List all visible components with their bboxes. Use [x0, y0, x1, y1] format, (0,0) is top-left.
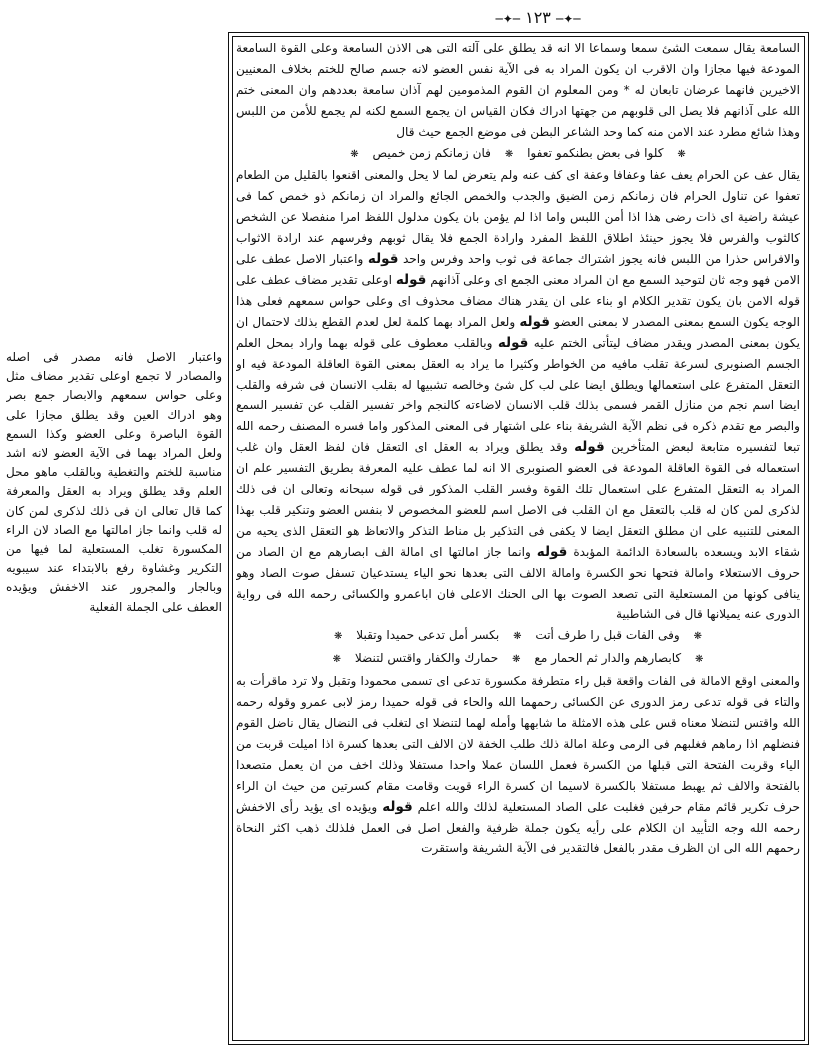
qawluhu-keyword: قوله — [497, 334, 529, 351]
main-text-run: عطف على قوله الامن بان يكون تقدير الكلام او بناء على ان يقدر هناك مضاف محذوف اى وعلى حواس سمعهم فعلى هذا الوجه يكون السمع بمعنى المصدر لا بمعنى العضو — [236, 272, 800, 329]
poetry-verse — [236, 625, 800, 648]
star-ornament: ❋ — [513, 631, 522, 643]
lemma-text: ويؤيده — [345, 799, 378, 814]
verse-hemistich: كلوا فى بعض بطنكمو تعفوا — [527, 145, 664, 160]
main-paragraph — [236, 165, 800, 625]
star-ornament: ❋ — [677, 148, 686, 160]
lemma-text: وانما جاز امالتها — [448, 544, 531, 559]
lemma-text: وقد يطلق ويراد به العقل — [433, 440, 568, 455]
lemma-text: ولعل المراد بهما — [433, 314, 516, 329]
main-text-run: اى امالة الف ابصارهم مع ان الصاد من حروف الاستعلاء وامالة فتحها نحو الكسرة وامالة الالف التى بعدها نحو الياء يستدعيان تسفل صوت الصاد وهو ينافى كونها من المستعلية التى تصعد الصوت بها الى الحنك الاعلى فان اباعمرو والكسائى رحمه الله فى رواية الدورى عنه يميلانها قال فى الشاطبية — [236, 544, 800, 622]
star-ornament: ❋ — [504, 148, 514, 160]
qawluhu-keyword: قوله — [367, 251, 399, 268]
star-ornament: ❋ — [693, 631, 702, 643]
main-text-run: اى التعقل فان لفظ العقل وان غلب استعماله فى القوة العاقلة المودعة فى العضو الصنوبرى الا انه لما عطف عليه المعرفة بطريق التفسير علم ان المراد به التعقل المتفرع على استعمال تلك القوة وفسر القلب المذكور فى قوله سبحانه وتعالى ان فى ذلك لذكرى لمن كان له قلب بالتعقل مع ان القلب فى الاصل اسم للعضو المخصوص لا بنفس العضو وتنكير قلب بهذا المعنى للتنبيه على ان مطلق التعقل ايضا لا يكفى فى التذكير بل مناط التذكر والاتعاظ هو التعقل الذى يحيه من شقاء الابد ويسعده بالسعادة الدائمة المؤبدة — [236, 440, 800, 559]
qawluhu-keyword: قوله — [519, 313, 550, 330]
star-ornament: ❋ — [332, 654, 341, 666]
star-ornament: ❋ — [350, 148, 359, 160]
verse-hemistich: حمارك والكفار واقتس لتنضلا — [354, 651, 499, 666]
page-number-header — [488, 8, 588, 27]
qawluhu-keyword: قوله — [574, 439, 605, 456]
star-ornament: ❋ — [695, 654, 704, 666]
main-text-run: معطوف على قوله بهما واراد بمحل العلم الجسم الصنوبرى لسرعة تقلب مافيه من الخواطر وكثيرا ما يراد به العقل بمعنى القوة العاقلة المودعة فيه او التعقل المتفرع على استعمالها ويطلق ايضا على لب كل شئ وخالصه تشبيها له بقلب الانسان فى شرفه والقلب ايضا اسم نجم من منازل القمر فسمى بذلك قلب الانسان لاضاءته كالنجم واخر تفسير القلب عن تفسير السمع والبصر مع تقدم ذكره فى نظم الآية الشريفة بناء على اشتهار فى المعنى المذكور واما فسره المصنف رحمه الله تبعا لتفسيره متابعة لبعض المتأخرين — [236, 335, 800, 455]
main-text-run: يقال عف عن الحرام يعف عفا وعفافا وعفة اى كف عنه ولم يتعرض لما لا يحل والمعنى اقنعوا بالقليل من الطعام تعفوا عن تناول الحرام فان زمانكم زمن الضيق والجدب والخمص الجائع والمراد ان زمانكم ذو خمص كما فى عيشة راضية اى ذات رضى هذا اذا أمن اللبس واما اذا لم يؤمن بان يكون مدلول اللفظ امرا منفصلا عن الشخص كالثوب والفرس فلا يجوز حينئذ اطلاق اللفظ المفرد وارادة الجمع فلا يقال ثوبهم وفرسهم عند ارادة الاثواب والافراس حذرا من اللبس فانه يجوز اشتراك جماعة فى ثوب واحد وفرس واحد — [236, 168, 800, 267]
verse-hemistich: فان زمانكم زمن خميص — [372, 145, 491, 160]
main-text-run: كلمة لعل لعدم القطع بذلك لاحتمال ان يكون بمعنى المصدر ويقدر مضاف ليتأتى الختم عليه — [236, 314, 800, 350]
verse-hemistich: بكسر أمل تدعى حميدا وتقبلا — [356, 628, 500, 643]
star-ornament: ❋ — [512, 654, 521, 666]
main-text-run: والمعنى اوقع الامالة فى الفات واقعة قبل راء متطرفة مكسورة تدعى اى تسمى محمودا وتقبل ولا ترد ماقرأت به والتاء فى قوله تدعى رمز الدورى عن الكسائى رحمهما الله والحاء فى قوله حميدا رمز لابى عمرو وقوله رحمه الله واقتس لتنضلا معناه قس على هذه الامثلة ما شابهها وأمله لهما لتنضلا اى لتغلب فى النضال يقال ناضل القوم فنضلهم اذا رماهم فغلبهم فى الرمى وعلة امالة ذلك طلب الخفة لان الالف التى بعدها كسرة اذا اميلت قربت من الياء وقربت الفتحة التى قبلها من الكسرة فعمل اللسان عملا واحدا مستفلا وذلك اخف من ان يعمل متصعدا بالفتحة والالف ثم يهبط مستفلا بالكسرة لاسيما ان كسرة الراء قويت وقامت مقام كسرتين من حيث ان الراء حرف تكرير قائم مقام حرفين فغلبت على الصاد المستعلية لذلك والله اعلم — [236, 674, 800, 814]
lemma-text: وبالقلب — [453, 335, 493, 350]
poetry-verse — [236, 648, 800, 671]
verse-hemistich: وفى الفات قبل را طرف أتت — [535, 628, 680, 643]
poetry-verse — [236, 143, 800, 166]
header-ornament-left: ─✦─ — [555, 12, 581, 26]
qawluhu-keyword: قوله — [536, 543, 568, 560]
star-ornament: ❋ — [334, 631, 343, 643]
lemma-text: واعتبار الاصل — [295, 252, 364, 267]
verse-hemistich: كابصارهم والدار ثم الحمار مع — [534, 651, 682, 666]
main-text-run: عطف على الامن فهو وجه ثان لتوحيد السمع مع ان المراد معنى الجمع اى وعلى آذانهم — [236, 252, 800, 287]
lemma-text: اوعلى تقدير مضاف — [294, 272, 392, 287]
header-ornament-right: ─✦─ — [495, 12, 521, 26]
main-commentary-column — [236, 38, 800, 1038]
qawluhu-keyword: قوله — [395, 271, 427, 288]
marginal-base-text: واعتبار الاصل فانه مصدر فى اصله والمصادر لا تجمع اوعلى تقدير مضاف مثل وعلى حواس سمعهم والابصار جمع بصر وهو ادراك العين وقد يطلق مجازا على القوة الباصرة وعلى العضو وكذا السمع ولعل المراد بهما فى الآية العضو لانه اشد مناسبة للختم والتغطية وبالقلب ماهو محل العلم وقد يطلق ويراد به العقل والمعرفة كما قال تعالى ان فى ذلك لذكرى لمن كان له قلب وانما جاز امالتها مع الصاد لان الراء المكسورة تغلب المستعلية لما فيها من التكرير وغشاوة رفع بالابتداء عند سيبويه وبالجار والمجرور عند الاخفش ويؤيده العطف على الجملة الفعلية — [6, 350, 222, 614]
page-number: ١٢٣ — [525, 8, 551, 27]
main-paragraph — [236, 671, 800, 859]
main-paragraph: السامعة يقال سمعت الشئ سمعا وسماعا الا انه قد يطلق على آلته التى هى الاذن السامعة وعلى القوة السامعة المودعة فيها مجازا وان الاقرب ان يكون المراد به فى الآية نفس العضو لانه جسم صالح للختم بخلاف المعنيين الاخيرين فانهما عرضان تابعان له * ومن المعلوم ان القوم المذمومين لهم آذان سامعة بعددهم وان المعنى ختم الله على آذانهم فلا يصل الى قلوبهم من جهتها ادراك فكان القياس ان يجمع السمع لكنه لم يجمع للأمن من اللبس وهذا شائع مطرد عند الامن منه كما وحد الشاعر البطن فى موضع الجمع حيث قال — [236, 41, 800, 139]
qawluhu-keyword: قوله — [382, 798, 413, 815]
main-text-run: اى يؤيد رأى الاخفش رحمه الله وجه التأييد ان الكلام على رأيه يكون جملة ظرفية والفعل اصل فى العمل فلذلك ذهب اكثر النحاة رحمهم الله الى ان الظرف مقدر بالفعل فالتقدير فى الآية الشريفة واستقرت — [236, 799, 800, 856]
